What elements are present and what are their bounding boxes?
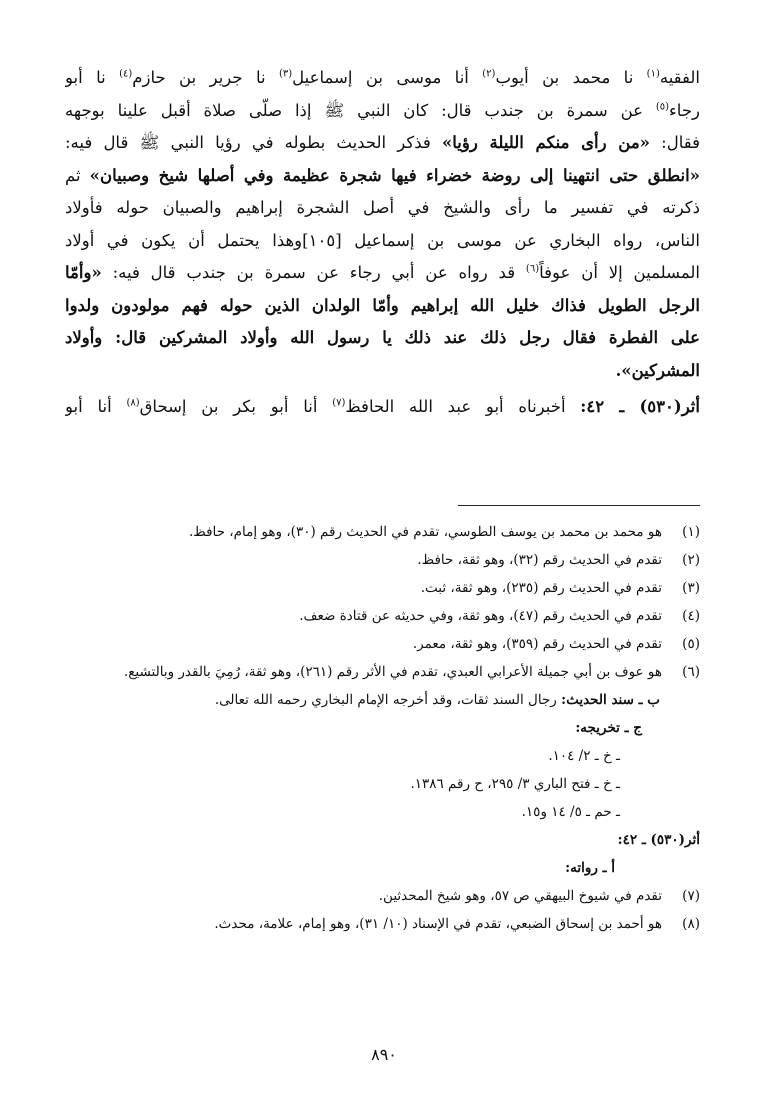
text-line: الناس، رواه البخاري عن موسى بن إسماعيل [١٠٥]وهذا يحتمل أن يكون في أولاد bbox=[65, 230, 700, 250]
athar-heading: أثر(٥٣٠) ـ ٤٢: bbox=[617, 832, 700, 848]
footnote: (٨) هو أحمد بن إسحاق الضبعي، تقدم في الإسناد (١٠/ ٣١)، وهو إمام، علامة، محدث. bbox=[214, 916, 700, 932]
footnote: (٧) تقدم في شيوخ البيهقي ص ٥٧، وهو شيخ المحدثين. bbox=[378, 888, 700, 904]
footnote: (٥) تقدم في الحديث رقم (٣٥٩)، وهو ثقة، معمر. bbox=[412, 636, 700, 652]
footnote: (٦) هو عوف بن أبي جميلة الأعرابي العبدي، تقدم في الأثر رقم (٢٦١)، وهو ثقة، رُمِيَ بالقدر وبالتشيع. bbox=[123, 664, 700, 680]
footnote-ref[interactable]: (٨) bbox=[126, 397, 140, 409]
hadith-quote: «من رأى منكم الليلة رؤيا» bbox=[441, 133, 650, 152]
footnote: (٢) تقدم في الحديث رقم (٣٢)، وهو ثقة، حافظ. bbox=[417, 552, 700, 568]
footnote-ref[interactable]: (٧) bbox=[332, 397, 346, 409]
footnote-ref[interactable]: (٦) bbox=[525, 263, 540, 275]
ruwat-heading: أ ـ رواته: bbox=[565, 860, 615, 876]
text-line: فقال: «من رأى منكم الليلة رؤيا» فذكر الحديث بطوله في رؤيا النبي ﷺ قال فيه: bbox=[65, 133, 700, 152]
hadith-quote: «انطلق حتى انتهينا إلى روضة خضراء فيها شجرة عظيمة وفي أصلها شيخ وصبيان» bbox=[89, 165, 700, 185]
takhrij-item: ـ خ ـ فتح الباري ٣/ ٢٩٥، ح رقم ١٣٨٦. bbox=[410, 776, 620, 792]
text-line: ذكرته في تفسير ما رأى والشيخ في أصل الشجرة إبراهيم والصبيان حوله فأولاد bbox=[65, 198, 700, 217]
text-line: رجاء$^{(٥)}$ عن سمرة بن جندب قال: كان النبي ﷺ إذا صلّى صلاة أقبل علينا بوجهه bbox=[65, 100, 700, 120]
takhrij-item: ـ حم ـ ٥/ ١٤ و١٥. bbox=[521, 804, 620, 820]
text-line: أثر(٥٣٠) ـ ٤٢: أخبرناه أبو عبد الله الحافظ$^{(٧)}$ أنا أبو بكر بن إسحاق$^{(٨)}$ أنا أبو bbox=[65, 397, 700, 416]
footnote: (٤) تقدم في الحديث رقم (٤٧)، وهو ثقة، وفي حديثه عن قتادة ضعف. bbox=[299, 608, 700, 624]
text-line: الفقيه$^{(١)}$ نا محمد بن أيوب$^{(٢)}$ أنا موسى بن إسماعيل$^{(٣)}$ نا جرير بن حازم$^{(٤)}$ نا أبو bbox=[65, 68, 700, 87]
footnote: (٣) تقدم في الحديث رقم (٢٣٥)، وهو ثقة، ثبت. bbox=[420, 580, 700, 596]
footnote-ref[interactable]: (٢) bbox=[482, 68, 496, 80]
footnotes bbox=[65, 518, 700, 938]
footnote-ref[interactable]: (٣) bbox=[278, 68, 293, 80]
footnote-ref[interactable]: (١) bbox=[646, 68, 660, 80]
footnote-ref[interactable]: (٤) bbox=[119, 68, 133, 80]
footnote-divider bbox=[458, 505, 700, 506]
text-line: الرجل الطويل فذاك خليل الله إبراهيم وأمّا الولدان الذين حوله فهم مولودون ولدوا bbox=[65, 295, 700, 315]
athar-heading: أثر(٥٣٠) ـ ٤٢: bbox=[580, 397, 700, 416]
main-text bbox=[65, 62, 700, 424]
text-line: المسلمين إلا أن عوفاً$^{(٦)}$ قد رواه عن أبي رجاء عن سمرة بن جندب قال فيه: «وأمّا bbox=[65, 263, 700, 282]
footnote: (١) هو محمد بن محمد بن يوسف الطوسي، تقدم في الحديث رقم (٣٠)، وهو إمام، حافظ. bbox=[189, 524, 700, 540]
footnote-ref[interactable]: (٥) bbox=[655, 101, 670, 112]
takhrij-heading: ج ـ تخريجه: bbox=[575, 720, 642, 736]
text-line: المشركين». bbox=[615, 360, 700, 380]
text-line: على الفطرة فقال رجل ذلك عند ذلك يا رسول الله وأولاد المشركين قال: وأولاد bbox=[65, 328, 700, 347]
text-line: «انطلق حتى انتهينا إلى روضة خضراء فيها شجرة عظيمة وفي أصلها شيخ وصبيان» ثم bbox=[65, 165, 700, 185]
page-number: ٨٩٠ bbox=[371, 1045, 397, 1064]
sanad-line: ب ـ سند الحديث: رجال السند ثقات، وقد أخرجه الإمام البخاري رحمه الله تعالى. bbox=[214, 692, 660, 708]
takhrij-item: ـ خ ـ ٢/ ١٠٤. bbox=[548, 748, 620, 764]
